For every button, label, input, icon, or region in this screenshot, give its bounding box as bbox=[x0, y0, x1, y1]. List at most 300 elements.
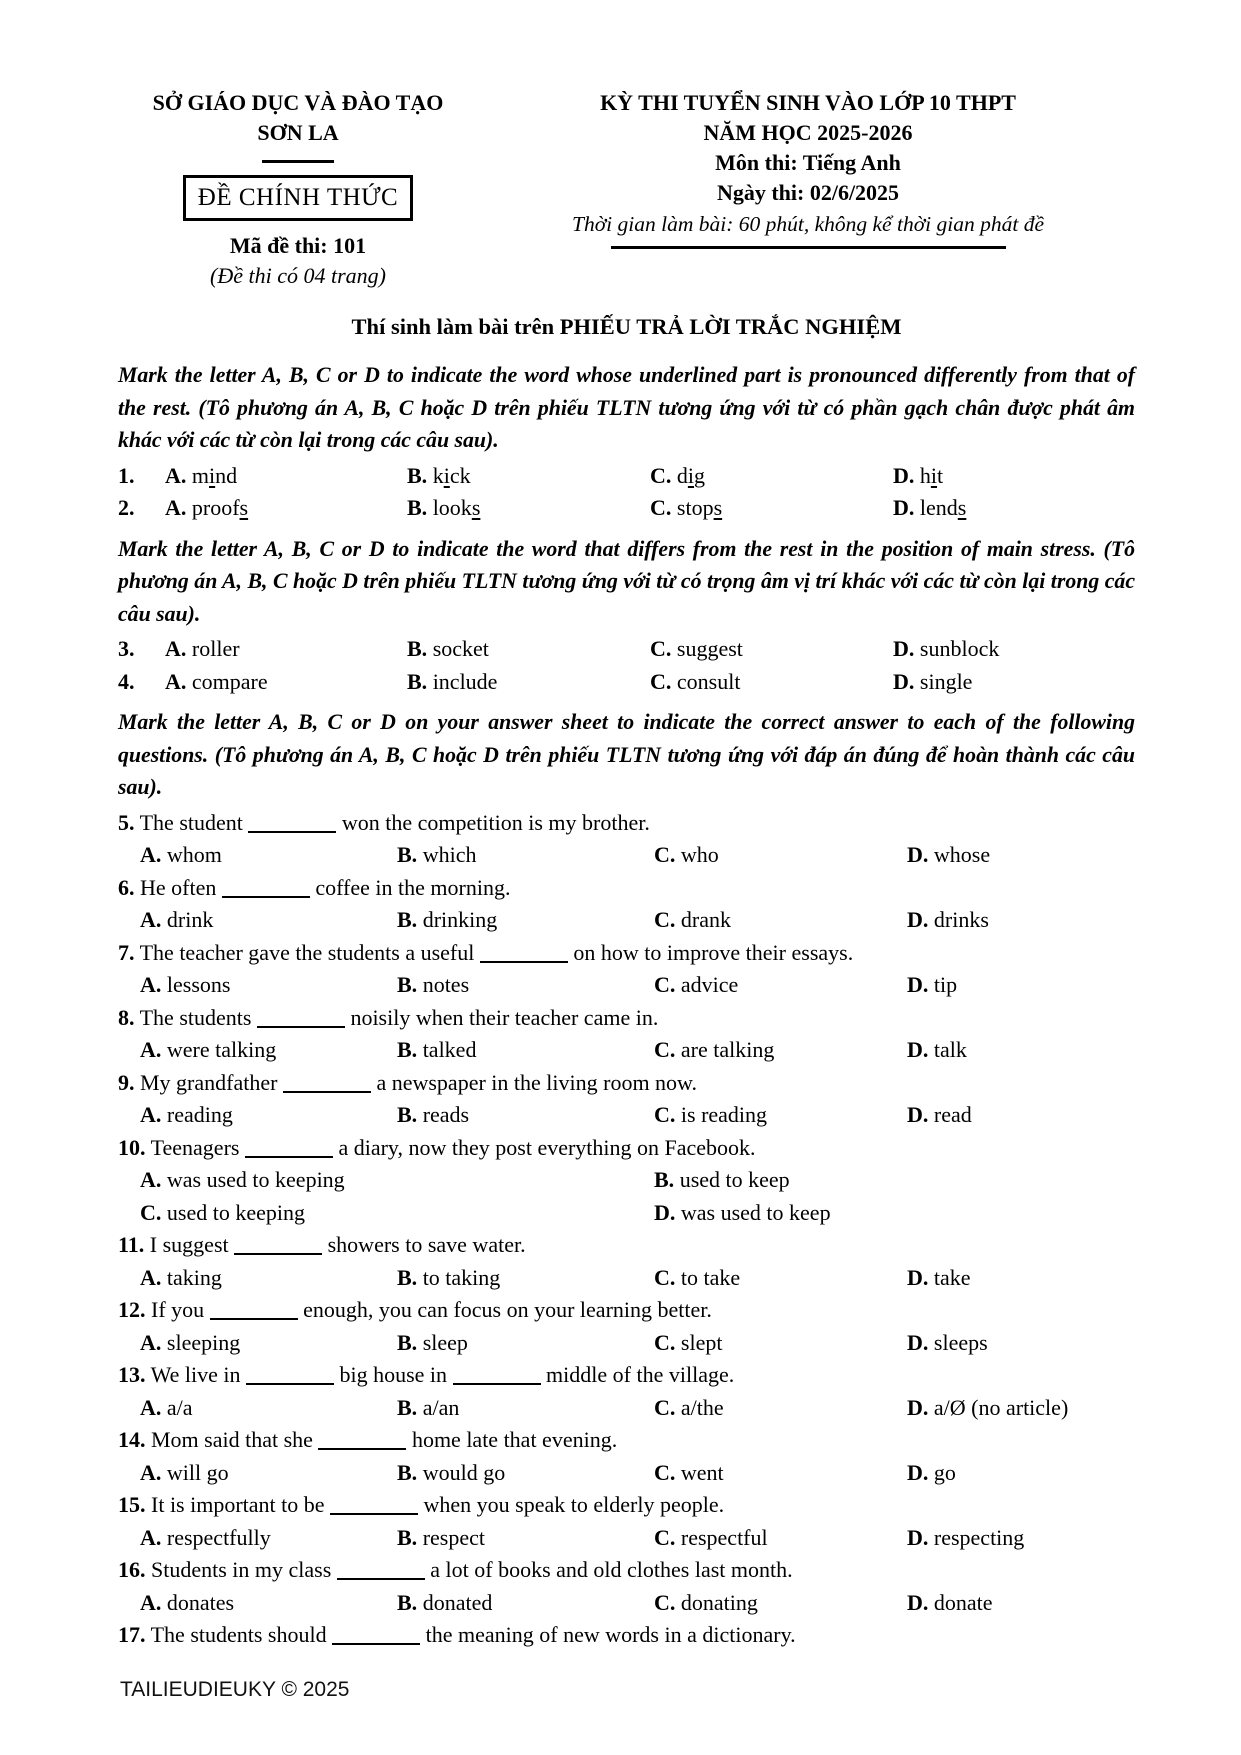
option-letter: D. bbox=[907, 1264, 929, 1290]
option-13-a bbox=[140, 1392, 397, 1425]
option-letter: A. bbox=[140, 972, 162, 997]
option-text: sunblock bbox=[919, 636, 1000, 661]
blank-line bbox=[337, 1557, 425, 1580]
option-text: donating bbox=[680, 1589, 758, 1615]
option-letter: A. bbox=[140, 1329, 162, 1355]
blank-line bbox=[283, 1070, 371, 1093]
question-sentence: We live in big house in middle of the village. bbox=[150, 1362, 735, 1387]
option-7-b bbox=[397, 969, 654, 1002]
blank-line bbox=[318, 1427, 406, 1450]
question-sentence: Teenagers a diary, now they post everything on Facebook. bbox=[150, 1134, 756, 1160]
option-text-part: d bbox=[676, 462, 688, 488]
option-text: to taking bbox=[422, 1264, 501, 1290]
option-10-d bbox=[654, 1197, 1135, 1230]
option-10-c bbox=[140, 1197, 654, 1230]
option-text-part: t bbox=[937, 462, 944, 488]
option-13-c bbox=[654, 1392, 907, 1425]
option-text bbox=[677, 495, 722, 520]
underlined-letter: i bbox=[930, 462, 938, 488]
option-text: donates bbox=[166, 1589, 235, 1615]
option-text: used to keep bbox=[679, 1167, 790, 1192]
page-header bbox=[118, 88, 1135, 291]
question-5-text bbox=[118, 807, 1135, 840]
option-text: respect bbox=[422, 1524, 485, 1550]
exam-body bbox=[118, 359, 1135, 1652]
footer-credit: TAILIEUDIEUKY © 2025 bbox=[120, 1678, 350, 1701]
question-sentence: My grandfather a newspaper in the living room now. bbox=[140, 1069, 698, 1095]
option-3-b bbox=[407, 633, 650, 666]
option-14-a bbox=[140, 1457, 397, 1490]
option-7-c bbox=[654, 969, 907, 1002]
option-text: whom bbox=[166, 842, 222, 867]
option-8-b bbox=[397, 1034, 654, 1067]
option-6-c bbox=[654, 904, 907, 937]
question-11-options bbox=[118, 1262, 1135, 1295]
option-letter: B. bbox=[407, 462, 428, 488]
question-sentence: The teacher gave the students a useful on how to improve their essays. bbox=[139, 939, 854, 965]
option-3-a bbox=[165, 633, 407, 666]
option-letter: B. bbox=[397, 842, 418, 867]
option-text: suggest bbox=[676, 636, 743, 661]
option-text: a/the bbox=[680, 1394, 724, 1420]
option-text: notes bbox=[422, 972, 470, 997]
option-letter: B. bbox=[397, 1102, 418, 1127]
question-12-options bbox=[118, 1327, 1135, 1360]
option-text: a/an bbox=[422, 1394, 460, 1420]
question-16-options bbox=[118, 1587, 1135, 1620]
option-text: sleeps bbox=[933, 1329, 988, 1355]
question-15-options bbox=[118, 1522, 1135, 1555]
option-text: drinks bbox=[933, 907, 989, 932]
option-text: donate bbox=[933, 1589, 993, 1615]
option-letter: C. bbox=[654, 1264, 676, 1290]
option-11-d bbox=[907, 1262, 1135, 1295]
option-12-d bbox=[907, 1327, 1135, 1360]
question-14 bbox=[118, 1424, 1135, 1489]
blank-line bbox=[330, 1492, 418, 1515]
option-6-d bbox=[907, 904, 1135, 937]
option-letter: D. bbox=[907, 1037, 929, 1062]
question-6 bbox=[118, 872, 1135, 937]
option-letter: C. bbox=[140, 1199, 162, 1225]
option-text bbox=[920, 495, 966, 520]
option-6-b bbox=[397, 904, 654, 937]
option-letter: C. bbox=[650, 668, 672, 694]
question-number: 5. bbox=[118, 809, 135, 835]
option-letter: A. bbox=[165, 636, 187, 661]
option-16-b bbox=[397, 1587, 654, 1620]
option-text: taking bbox=[166, 1264, 222, 1290]
option-text bbox=[920, 463, 943, 488]
option-letter: C. bbox=[654, 1524, 676, 1550]
option-1-d bbox=[893, 460, 1135, 493]
option-text: will go bbox=[166, 1459, 229, 1485]
option-9-c bbox=[654, 1099, 907, 1132]
instruction-multiple-choice: Mark the letter A, B, C or D on your answer sheet to indicate the correct answer to each of the following questions. (Tô phương án A, B, C hoặc D trên phiếu TLTN tương ứng với đáp án đúng để hoàn thành các câu sau). bbox=[118, 710, 1135, 799]
option-text-part: look bbox=[432, 495, 472, 520]
question-2 bbox=[118, 492, 1135, 525]
option-text: single bbox=[919, 668, 973, 694]
option-4-a bbox=[165, 666, 407, 699]
divider-dash bbox=[262, 160, 334, 163]
option-letter: A. bbox=[165, 668, 187, 694]
underlined-letter: i bbox=[209, 462, 216, 488]
question-9 bbox=[118, 1067, 1135, 1132]
question-11-text bbox=[118, 1229, 1135, 1262]
option-letter: C. bbox=[654, 842, 676, 867]
option-letter: D. bbox=[907, 1102, 929, 1127]
option-text: include bbox=[432, 668, 498, 694]
option-text: read bbox=[933, 1102, 972, 1127]
option-5-d bbox=[907, 839, 1135, 872]
option-8-a bbox=[140, 1034, 397, 1067]
option-1-c bbox=[650, 460, 893, 493]
option-letter: D. bbox=[907, 907, 929, 932]
option-text: a/Ø (no article) bbox=[933, 1394, 1069, 1420]
option-text: talk bbox=[933, 1037, 967, 1062]
option-text: who bbox=[680, 842, 719, 867]
question-10 bbox=[118, 1132, 1135, 1230]
option-5-c bbox=[654, 839, 907, 872]
option-15-b bbox=[397, 1522, 654, 1555]
option-letter: D. bbox=[907, 1394, 929, 1420]
option-text: take bbox=[933, 1264, 971, 1290]
option-text: sleep bbox=[422, 1329, 468, 1355]
option-letter: A. bbox=[140, 1037, 162, 1062]
option-text: drank bbox=[680, 907, 731, 932]
blank-line bbox=[257, 1005, 345, 1028]
option-text bbox=[433, 463, 471, 488]
question-number: 2. bbox=[118, 495, 135, 520]
option-letter: C. bbox=[654, 1459, 676, 1485]
question-number: 15. bbox=[118, 1492, 146, 1517]
blank-line bbox=[210, 1297, 298, 1320]
underlined-letter: s bbox=[957, 495, 967, 520]
question-number: 8. bbox=[118, 1004, 135, 1030]
answer-sheet-notice: Thí sinh làm bài trên PHIẾU TRẢ LỜI TRẮC NGHIỆM bbox=[351, 314, 902, 339]
underlined-letter: i bbox=[687, 462, 695, 488]
option-text bbox=[677, 463, 705, 488]
blank-line bbox=[248, 810, 336, 833]
option-text-part: h bbox=[919, 462, 931, 488]
question-15 bbox=[118, 1489, 1135, 1554]
option-text: compare bbox=[191, 668, 268, 694]
option-text: which bbox=[422, 842, 477, 867]
option-letter: C. bbox=[650, 636, 672, 661]
option-10-a bbox=[140, 1164, 654, 1197]
province-name: SƠN LA bbox=[257, 120, 339, 145]
option-text: reads bbox=[422, 1102, 470, 1127]
option-3-d bbox=[893, 633, 1135, 666]
option-15-a bbox=[140, 1522, 397, 1555]
option-text: respectful bbox=[680, 1524, 768, 1550]
question-number: 6. bbox=[118, 874, 135, 900]
question-sentence: Students in my class a lot of books and old clothes last month. bbox=[151, 1557, 793, 1582]
option-letter: A. bbox=[140, 1167, 162, 1192]
option-letter: D. bbox=[893, 495, 915, 520]
blank-line bbox=[453, 1362, 541, 1385]
underlined-letter: s bbox=[239, 495, 249, 520]
option-9-a bbox=[140, 1099, 397, 1132]
question-sentence: The student won the competition is my brother. bbox=[139, 809, 650, 835]
question-16 bbox=[118, 1554, 1135, 1619]
option-text: advice bbox=[680, 972, 739, 997]
option-text: donated bbox=[422, 1589, 493, 1615]
option-letter: B. bbox=[654, 1167, 675, 1192]
question-12-text bbox=[118, 1294, 1135, 1327]
question-number: 1. bbox=[118, 462, 135, 488]
option-2-a bbox=[165, 492, 407, 525]
option-7-a bbox=[140, 969, 397, 1002]
option-text: a/a bbox=[166, 1394, 193, 1420]
option-12-b bbox=[397, 1327, 654, 1360]
question-number: 9. bbox=[118, 1069, 135, 1095]
question-number: 17. bbox=[118, 1622, 146, 1647]
option-letter: B. bbox=[397, 972, 418, 997]
option-letter: D. bbox=[907, 1589, 929, 1615]
option-2-b bbox=[407, 492, 650, 525]
question-7-options bbox=[118, 969, 1135, 1002]
exam-title: KỲ THI TUYỂN SINH VÀO LỚP 10 THPT bbox=[600, 90, 1016, 115]
question-9-text bbox=[118, 1067, 1135, 1100]
option-8-d bbox=[907, 1034, 1135, 1067]
option-4-d bbox=[893, 666, 1135, 699]
question-12 bbox=[118, 1294, 1135, 1359]
option-letter: B. bbox=[407, 636, 428, 661]
option-letter: D. bbox=[654, 1199, 676, 1225]
option-text: were talking bbox=[166, 1037, 277, 1062]
option-3-c bbox=[650, 633, 893, 666]
question-7-text bbox=[118, 937, 1135, 970]
option-text: tip bbox=[933, 972, 958, 997]
option-letter: A. bbox=[140, 842, 162, 867]
header-left-block bbox=[118, 88, 478, 291]
option-7-d bbox=[907, 969, 1135, 1002]
option-letter: D. bbox=[907, 842, 929, 867]
option-5-a bbox=[140, 839, 397, 872]
option-14-c bbox=[654, 1457, 907, 1490]
option-9-b bbox=[397, 1099, 654, 1132]
question-17 bbox=[118, 1619, 1135, 1652]
option-15-c bbox=[654, 1522, 907, 1555]
option-13-b bbox=[397, 1392, 654, 1425]
question-9-options bbox=[118, 1099, 1135, 1132]
blank-line bbox=[480, 940, 568, 963]
option-letter: C. bbox=[654, 907, 676, 932]
option-letter: C. bbox=[654, 1102, 676, 1127]
blank-line bbox=[222, 875, 310, 898]
question-13 bbox=[118, 1359, 1135, 1424]
option-letter: D. bbox=[893, 636, 915, 661]
option-text bbox=[192, 463, 237, 488]
option-text: to take bbox=[680, 1264, 741, 1290]
question-8-text bbox=[118, 1002, 1135, 1035]
option-letter: A. bbox=[165, 495, 187, 520]
option-letter: A. bbox=[140, 1264, 162, 1290]
option-letter: C. bbox=[654, 1037, 676, 1062]
option-14-d bbox=[907, 1457, 1135, 1490]
option-6-a bbox=[140, 904, 397, 937]
question-11 bbox=[118, 1229, 1135, 1294]
option-16-a bbox=[140, 1587, 397, 1620]
option-letter: A. bbox=[140, 1459, 162, 1485]
question-number: 4. bbox=[118, 668, 135, 694]
question-number: 11. bbox=[118, 1232, 145, 1257]
question-3 bbox=[118, 633, 1135, 666]
blank-line bbox=[246, 1362, 334, 1385]
option-letter: B. bbox=[397, 1329, 418, 1355]
option-text: whose bbox=[933, 842, 991, 867]
option-text: socket bbox=[432, 636, 489, 661]
question-8-options bbox=[118, 1034, 1135, 1067]
question-sentence: If you enough, you can focus on your learning better. bbox=[151, 1297, 712, 1322]
option-15-d bbox=[907, 1522, 1135, 1555]
question-number: 10. bbox=[118, 1134, 146, 1160]
question-sentence: I suggest showers to save water. bbox=[149, 1232, 526, 1257]
option-14-b bbox=[397, 1457, 654, 1490]
option-4-b bbox=[407, 666, 650, 699]
option-2-d bbox=[893, 492, 1135, 525]
option-letter: B. bbox=[397, 1589, 418, 1615]
option-5-b bbox=[397, 839, 654, 872]
option-text-part: g bbox=[694, 462, 706, 488]
option-text: used to keeping bbox=[166, 1199, 305, 1225]
option-text: lessons bbox=[166, 972, 231, 997]
option-1-b bbox=[407, 460, 650, 493]
option-letter: B. bbox=[407, 495, 428, 520]
option-12-a bbox=[140, 1327, 397, 1360]
header-underline bbox=[611, 246, 1006, 249]
option-letter: D. bbox=[907, 1459, 929, 1485]
option-letter: C. bbox=[654, 1394, 676, 1420]
option-letter: B. bbox=[397, 1524, 418, 1550]
question-number: 14. bbox=[118, 1427, 146, 1452]
option-text-part: stop bbox=[676, 495, 714, 520]
option-16-c bbox=[654, 1587, 907, 1620]
option-16-d bbox=[907, 1587, 1135, 1620]
question-sentence: The students should the meaning of new words in a dictionary. bbox=[150, 1622, 796, 1647]
option-text: drink bbox=[166, 907, 214, 932]
option-11-c bbox=[654, 1262, 907, 1295]
question-4 bbox=[118, 666, 1135, 699]
option-letter: D. bbox=[907, 1329, 929, 1355]
option-2-c bbox=[650, 492, 893, 525]
option-12-c bbox=[654, 1327, 907, 1360]
option-4-c bbox=[650, 666, 893, 699]
question-5 bbox=[118, 807, 1135, 872]
option-text: drinking bbox=[422, 907, 498, 932]
underlined-letter: s bbox=[471, 495, 481, 520]
duration-line: Thời gian làm bài: 60 phút, không kể thời gian phát đề bbox=[571, 212, 1045, 236]
blank-line bbox=[245, 1135, 333, 1158]
option-1-a bbox=[165, 460, 407, 493]
underlined-letter: i bbox=[443, 462, 450, 488]
option-text: roller bbox=[191, 636, 240, 661]
question-5-options bbox=[118, 839, 1135, 872]
option-text-part: nd bbox=[215, 462, 238, 488]
option-text-part: ck bbox=[449, 462, 471, 488]
question-14-text bbox=[118, 1424, 1135, 1457]
option-8-c bbox=[654, 1034, 907, 1067]
pages-note: (Đề thi có 04 trang) bbox=[210, 263, 386, 288]
option-text: sleeping bbox=[166, 1329, 241, 1355]
option-text-part: proof bbox=[191, 495, 240, 520]
option-13-d bbox=[907, 1392, 1135, 1425]
question-7 bbox=[118, 937, 1135, 1002]
option-letter: C. bbox=[654, 972, 676, 997]
option-letter: B. bbox=[397, 907, 418, 932]
question-number: 7. bbox=[118, 939, 135, 965]
question-sentence: Mom said that she home late that evening. bbox=[151, 1427, 618, 1452]
option-letter: A. bbox=[140, 1102, 162, 1127]
blank-line bbox=[332, 1622, 420, 1645]
question-13-text bbox=[118, 1359, 1135, 1392]
option-letter: D. bbox=[907, 972, 929, 997]
question-6-text bbox=[118, 872, 1135, 905]
question-6-options bbox=[118, 904, 1135, 937]
question-number: 12. bbox=[118, 1297, 146, 1322]
subject-line: Môn thi: Tiếng Anh bbox=[715, 150, 901, 175]
department-name: SỞ GIÁO DỤC VÀ ĐÀO TẠO bbox=[152, 90, 444, 115]
option-letter: D. bbox=[907, 1524, 929, 1550]
underlined-letter: s bbox=[713, 495, 723, 520]
option-text: go bbox=[933, 1459, 956, 1485]
option-text-part: k bbox=[432, 462, 444, 488]
option-text: would go bbox=[422, 1459, 506, 1485]
question-14-options bbox=[118, 1457, 1135, 1490]
exam-code: Mã đề thi: 101 bbox=[229, 233, 367, 258]
option-text: talked bbox=[422, 1037, 477, 1062]
option-text: slept bbox=[680, 1329, 723, 1355]
instruction-pronunciation: Mark the letter A, B, C or D to indicate the word whose underlined part is pronounced differently from that of the rest. (Tô phương án A, B, C hoặc D trên phiếu TLTN tương ứng với từ có phần gạch chân được phát âm khác với các từ còn lại trong các câu sau). bbox=[118, 363, 1135, 452]
question-15-text bbox=[118, 1489, 1135, 1522]
date-line: Ngày thi: 02/6/2025 bbox=[716, 180, 900, 205]
option-text: is reading bbox=[680, 1102, 768, 1127]
option-letter: D. bbox=[893, 668, 915, 694]
option-text: are talking bbox=[680, 1037, 775, 1062]
school-year: NĂM HỌC 2025-2026 bbox=[703, 120, 913, 145]
question-number: 3. bbox=[118, 636, 135, 661]
option-10-b bbox=[654, 1164, 1135, 1197]
option-text: respecting bbox=[933, 1524, 1025, 1550]
option-letter: D. bbox=[893, 462, 915, 488]
option-letter: A. bbox=[140, 907, 162, 932]
question-sentence: The students noisily when their teacher came in. bbox=[139, 1004, 659, 1030]
option-letter: B. bbox=[397, 1459, 418, 1485]
option-text: consult bbox=[676, 668, 741, 694]
option-text bbox=[192, 495, 248, 520]
option-text bbox=[433, 495, 481, 520]
option-letter: B. bbox=[397, 1264, 418, 1290]
option-letter: A. bbox=[140, 1394, 162, 1420]
header-right-block bbox=[508, 88, 1108, 291]
question-1 bbox=[118, 460, 1135, 493]
question-sentence: He often coffee in the morning. bbox=[140, 874, 511, 900]
question-16-text bbox=[118, 1554, 1135, 1587]
option-letter: B. bbox=[397, 1037, 418, 1062]
option-11-b bbox=[397, 1262, 654, 1295]
option-letter: C. bbox=[650, 495, 672, 520]
option-letter: B. bbox=[397, 1394, 418, 1420]
option-text: reading bbox=[166, 1102, 233, 1127]
option-text: went bbox=[680, 1459, 724, 1485]
question-10-text bbox=[118, 1132, 1135, 1165]
question-8 bbox=[118, 1002, 1135, 1067]
question-17-text bbox=[118, 1619, 1135, 1652]
question-number: 16. bbox=[118, 1557, 146, 1582]
option-letter: A. bbox=[165, 462, 187, 488]
question-sentence: It is important to be when you speak to elderly people. bbox=[151, 1492, 725, 1517]
